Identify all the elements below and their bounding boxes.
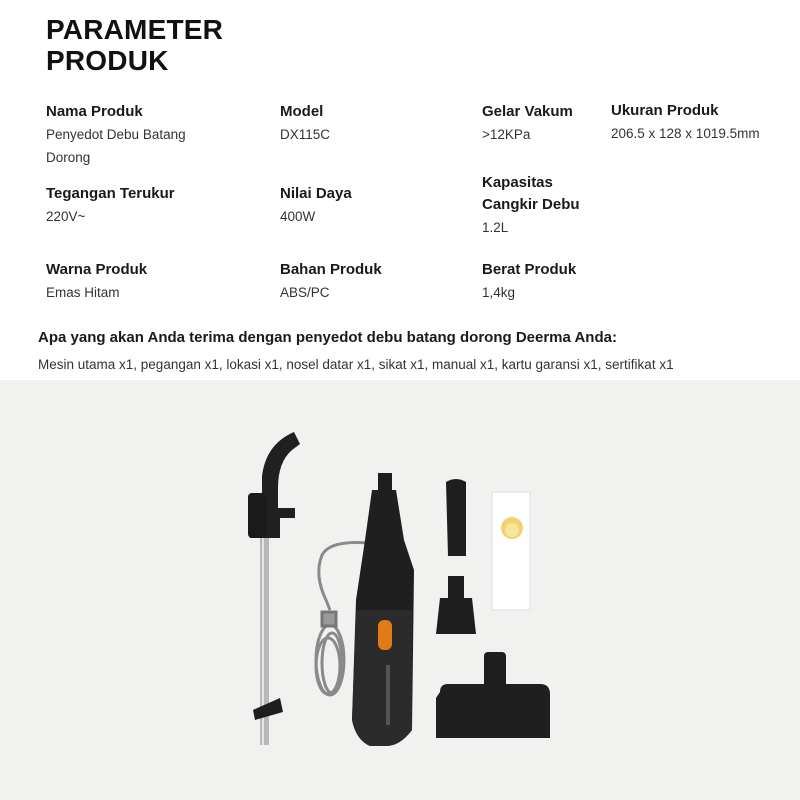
spec-value: >12KPa xyxy=(482,127,531,142)
spec-value: 400W xyxy=(280,209,316,224)
manual-card-illustration xyxy=(492,492,530,610)
spec-value: 220V~ xyxy=(46,209,86,224)
spec-nama-produk xyxy=(46,101,186,169)
spec-value: Penyedot Debu Batang Dorong xyxy=(46,127,186,165)
spec-nilai-daya xyxy=(280,183,352,228)
spec-label: Nilai Daya xyxy=(280,185,352,202)
spec-value: 1.2L xyxy=(482,220,509,235)
spec-label: Model xyxy=(280,103,324,120)
spec-value: 206.5 x 128 x 1019.5mm xyxy=(611,126,760,141)
spec-gelar-vakum xyxy=(482,101,573,146)
spec-label: Nama Produk xyxy=(46,103,143,120)
spec-label: Bahan Produk xyxy=(280,261,382,278)
floor-brush-illustration xyxy=(436,652,550,738)
spec-tegangan xyxy=(46,183,175,228)
brush-adapter-illustration xyxy=(436,576,476,634)
spec-ukuran-produk xyxy=(611,100,760,145)
spec-model xyxy=(280,101,330,146)
spec-label: Ukuran Produk xyxy=(611,102,719,119)
spec-label: Berat Produk xyxy=(482,261,577,278)
spec-value: ABS/PC xyxy=(280,285,330,300)
package-contents-heading: Apa yang akan Anda terima dengan penyedot debu batang dorong Deerma Anda: xyxy=(38,329,617,346)
main-unit-illustration xyxy=(352,473,414,746)
spec-label: Gelar Vakum xyxy=(482,103,573,120)
spec-bahan xyxy=(280,259,382,304)
spec-value: DX115C xyxy=(280,127,331,142)
spec-label: Tegangan Terukur xyxy=(46,185,175,202)
spec-kapasitas xyxy=(482,172,580,239)
product-photo xyxy=(0,380,800,800)
handle-rod-illustration xyxy=(248,432,300,745)
spec-label: Warna Produk xyxy=(46,261,148,278)
crevice-nozzle-illustration xyxy=(446,479,466,556)
spec-value: 1,4kg xyxy=(482,285,516,300)
package-contents-list: Mesin utama x1, pegangan x1, lokasi x1, nosel datar x1, sikat x1, manual x1, kartu garansi x1, sertifikat x1 xyxy=(38,357,674,372)
spec-label: Kapasitas Cangkir Debu xyxy=(482,174,580,213)
spec-warna xyxy=(46,259,147,304)
spec-value: Emas Hitam xyxy=(46,285,120,300)
spec-berat xyxy=(482,259,576,304)
page-title: PARAMETER PRODUK xyxy=(46,14,224,76)
